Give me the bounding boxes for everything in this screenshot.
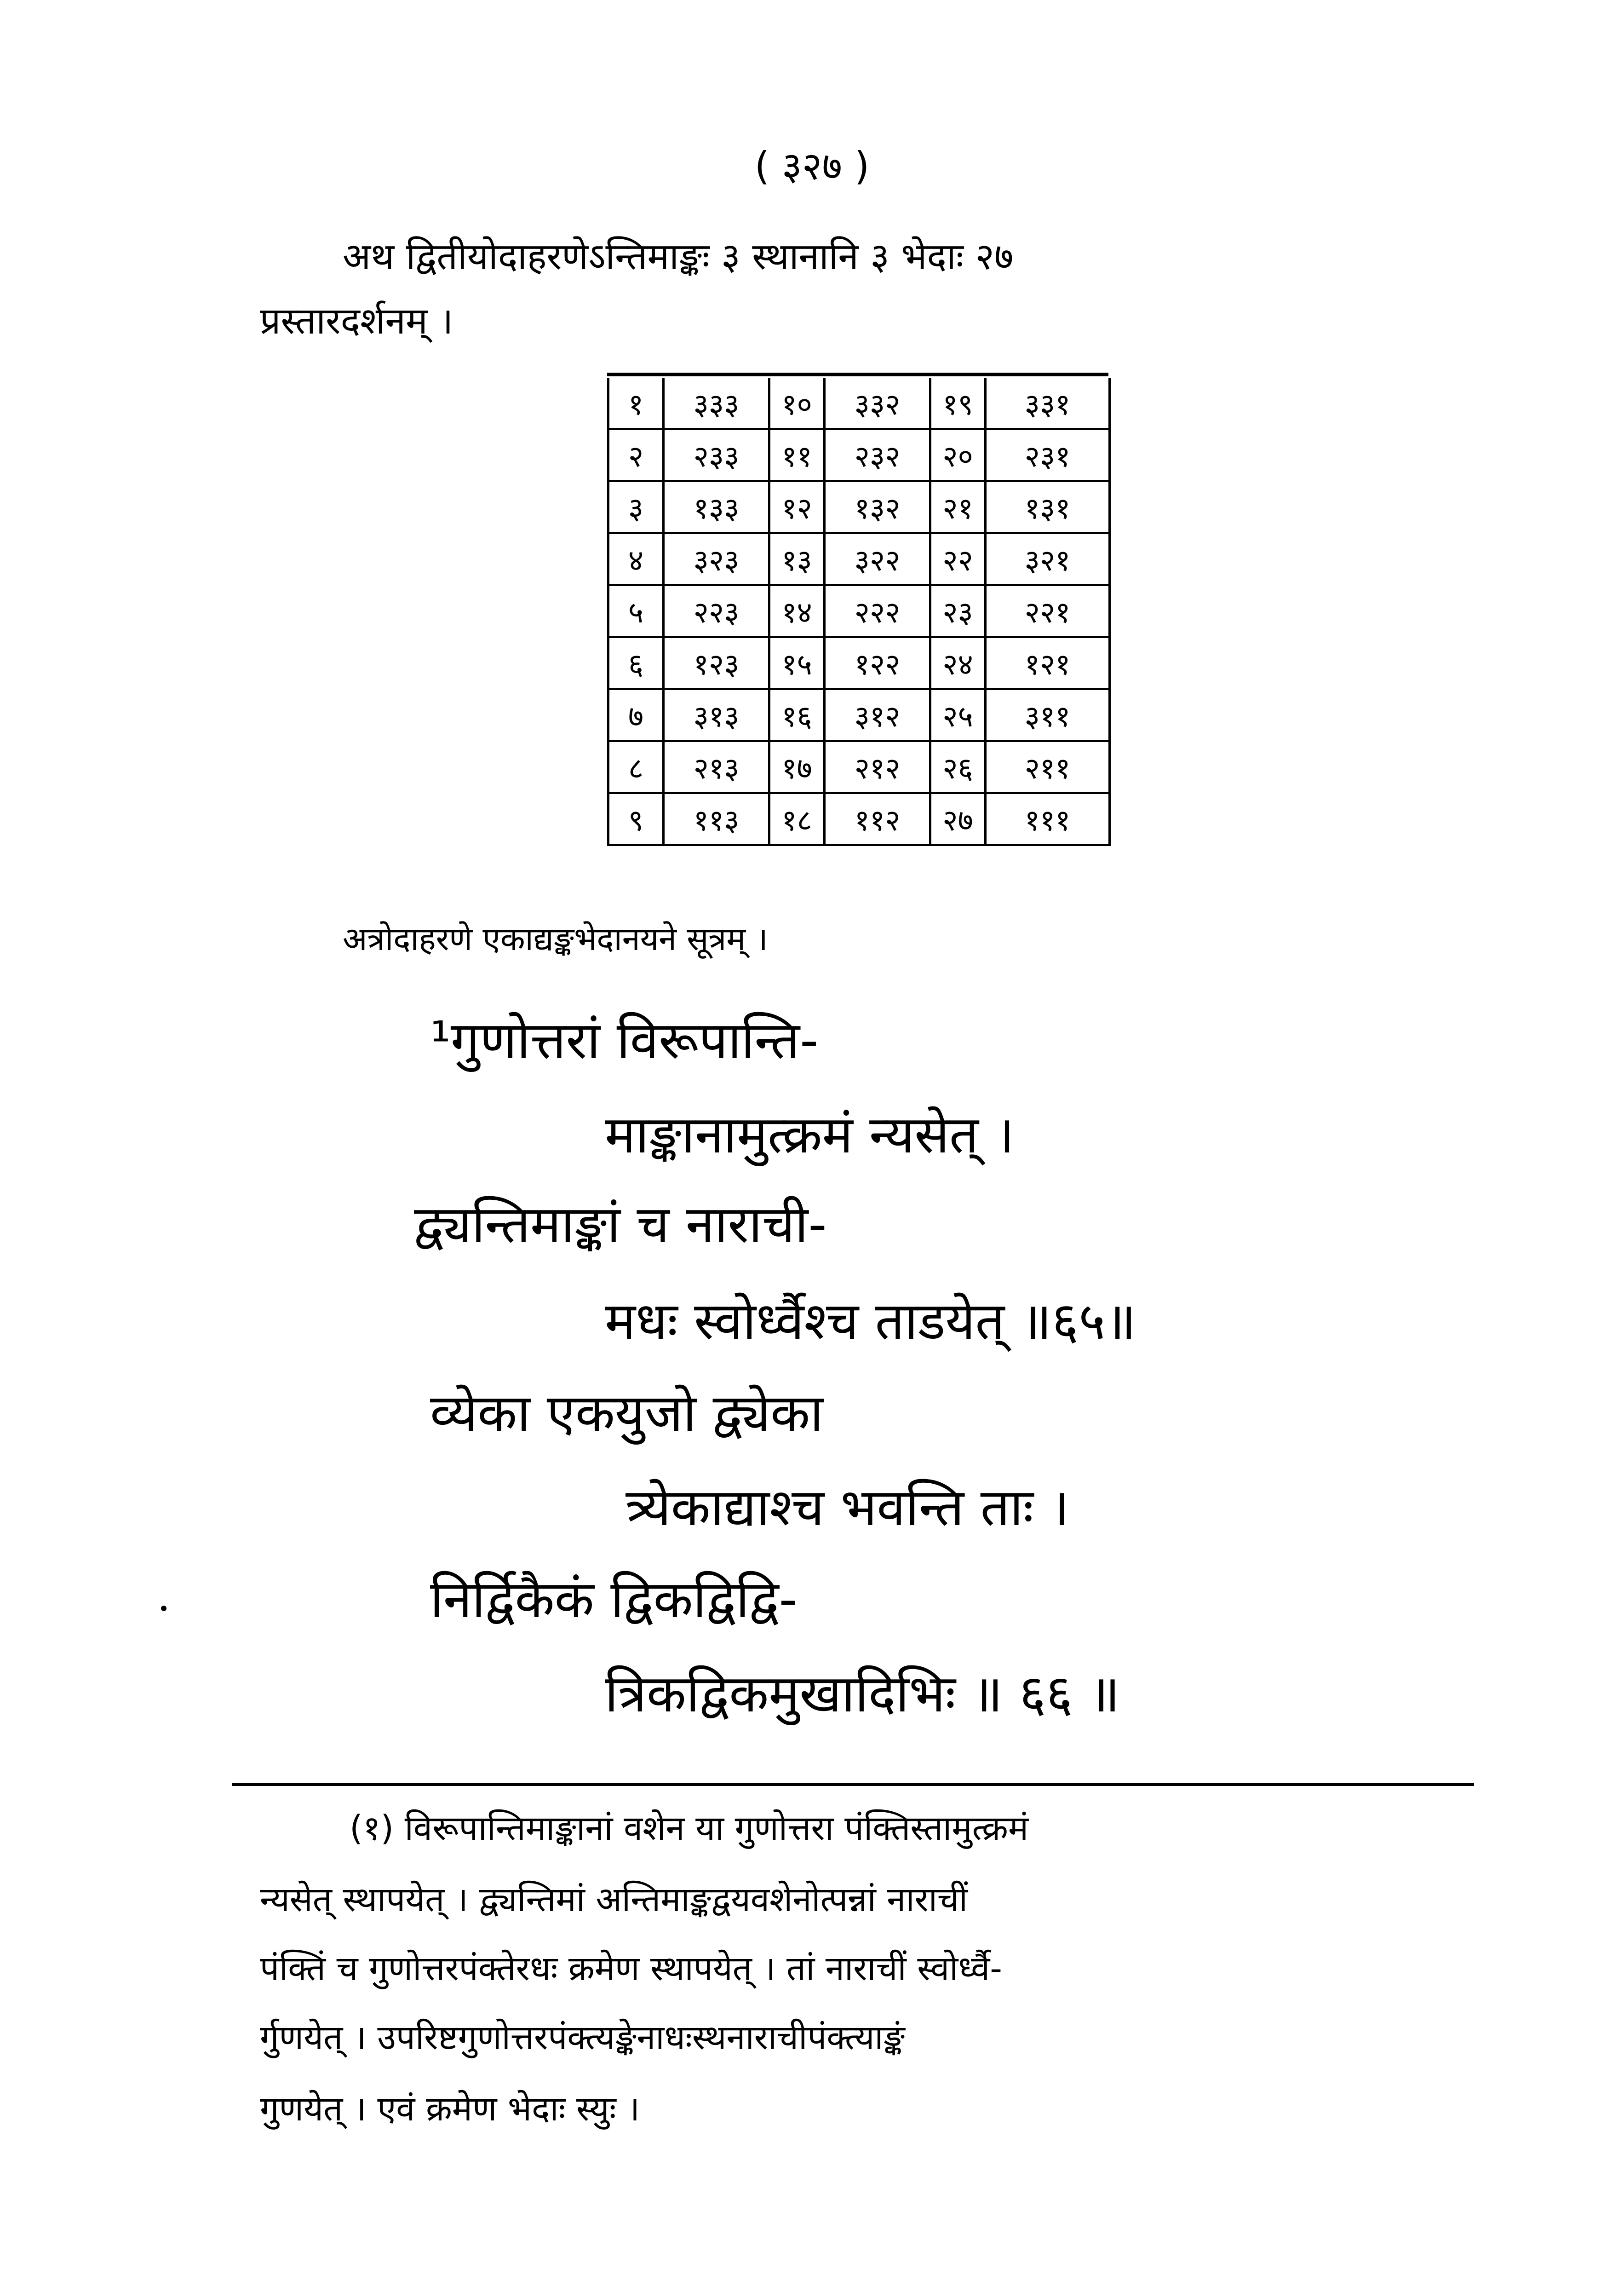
verse-line-6: त्र्येकाद्याश्च भवन्ति ताः । [625, 1478, 1070, 1538]
table-row [608, 741, 1110, 793]
table-cell: ९ [608, 793, 664, 845]
table-row [608, 585, 1110, 637]
table-cell: २५ [930, 689, 986, 741]
table-cell: १३२ [825, 481, 930, 533]
verse-line-4: मधः स्वोर्ध्वैश्च ताडयेत् ॥६५॥ [605, 1291, 1136, 1351]
table-cell: १२ [769, 481, 825, 533]
page-number: ( ३२७ ) [754, 144, 870, 189]
table-cell: ३२१ [986, 533, 1110, 585]
table-cell: ३ [608, 481, 664, 533]
table-cell: १३१ [986, 481, 1110, 533]
table-row [608, 637, 1110, 689]
table-cell: १८ [769, 793, 825, 845]
table-cell: २३२ [825, 429, 930, 481]
prastara-table [607, 378, 1111, 846]
table-cell: १ [608, 378, 664, 429]
table-cell: १७ [769, 741, 825, 793]
table-cell: ७ [608, 689, 664, 741]
table-top-rule [607, 373, 1108, 376]
table-cell: २३ [930, 585, 986, 637]
verse-line-3: द्व्यन्तिमाङ्कां च नाराची- [414, 1195, 827, 1255]
verse-line-2: माङ्कानामुत्क्रमं न्यसेत् । [605, 1105, 1015, 1165]
table-cell: ४ [608, 533, 664, 585]
table-cell: २ [608, 429, 664, 481]
table-cell: ३३३ [664, 378, 769, 429]
table-cell: १३३ [664, 481, 769, 533]
table-cell: २२३ [664, 585, 769, 637]
verse-line-1: ¹गुणोत्तरां विरूपान्ति- [430, 1011, 819, 1071]
table-cell: ३१३ [664, 689, 769, 741]
table-cell: १० [769, 378, 825, 429]
table-cell: ३११ [986, 689, 1110, 741]
table-cell: १४ [769, 585, 825, 637]
table-cell: १२१ [986, 637, 1110, 689]
table-cell: ३२३ [664, 533, 769, 585]
table-cell: २११ [986, 741, 1110, 793]
table-cell: ८ [608, 741, 664, 793]
print-speck [161, 1606, 166, 1611]
intro-line-1: अथ द्वितीयोदाहरणेऽन्तिमाङ्कः ३ स्थानानि ३ भेदाः २७ [343, 235, 1014, 278]
sutra-heading: अत्रोदाहरणे एकाद्यङ्कभेदानयने सूत्रम् । [343, 920, 768, 958]
footnote-rule [232, 1783, 1474, 1786]
table-cell: ११२ [825, 793, 930, 845]
table-cell: १६ [769, 689, 825, 741]
table-row [608, 429, 1110, 481]
table-row [608, 481, 1110, 533]
table-cell: २४ [930, 637, 986, 689]
table-cell: २२१ [986, 585, 1110, 637]
table-cell: २३३ [664, 429, 769, 481]
table-row [608, 793, 1110, 845]
table-cell: १५ [769, 637, 825, 689]
verse-line-7: निर्द्विकैकं द्विकद्विद्वि- [430, 1570, 798, 1630]
table-cell: ५ [608, 585, 664, 637]
footnote-line-2: न्यसेत् स्थापयेत् । द्व्यन्तिमां अन्तिमाङ्कद्वयवशेनोत्पन्नां नाराचीं [260, 1880, 968, 1919]
footnote-line-5: गुणयेत् । एवं क्रमेण भेदाः स्युः । [260, 2089, 640, 2129]
table-cell: २२ [930, 533, 986, 585]
table-cell: १३ [769, 533, 825, 585]
table-cell: २३१ [986, 429, 1110, 481]
table-cell: २६ [930, 741, 986, 793]
table-cell: ११ [769, 429, 825, 481]
table-cell: १९ [930, 378, 986, 429]
table-cell: ३३२ [825, 378, 930, 429]
prastara-table-container [607, 373, 1108, 846]
table-cell: १२२ [825, 637, 930, 689]
footnote-line-1: (१) विरूपान्तिमाङ्कानां वशेन या गुणोत्तरा पंक्तिस्तामुत्क्रमं [350, 1809, 1029, 1848]
table-cell: २० [930, 429, 986, 481]
table-cell: ३३१ [986, 378, 1110, 429]
table-cell: ३१२ [825, 689, 930, 741]
verse-line-5: व्येका एकयुजो द्व्येका [430, 1383, 824, 1443]
intro-line-2: प्रस्तारदर्शनम् । [260, 300, 453, 342]
table-cell: ६ [608, 637, 664, 689]
verse-line-8: त्रिकद्विकमुखादिभिः ॥ ६६ ॥ [605, 1664, 1120, 1724]
footnote-line-3: पंक्तिं च गुणोत्तरपंक्तेरधः क्रमेण स्थापयेत् । तां नाराचीं स्वोर्ध्वै- [260, 1949, 1002, 1988]
table-cell: १११ [986, 793, 1110, 845]
table-cell: ११३ [664, 793, 769, 845]
table-row [608, 378, 1110, 429]
table-cell: २२२ [825, 585, 930, 637]
table-row [608, 689, 1110, 741]
table-cell: २१२ [825, 741, 930, 793]
footnote-line-4: र्गुणयेत् । उपरिष्टगुणोत्तरपंक्त्यङ्केनाधःस्थनाराचीपंक्त्याङ्कं [260, 2018, 905, 2057]
table-cell: २१३ [664, 741, 769, 793]
table-row [608, 533, 1110, 585]
table-cell: २७ [930, 793, 986, 845]
table-cell: ३२२ [825, 533, 930, 585]
table-cell: २१ [930, 481, 986, 533]
table-cell: १२३ [664, 637, 769, 689]
